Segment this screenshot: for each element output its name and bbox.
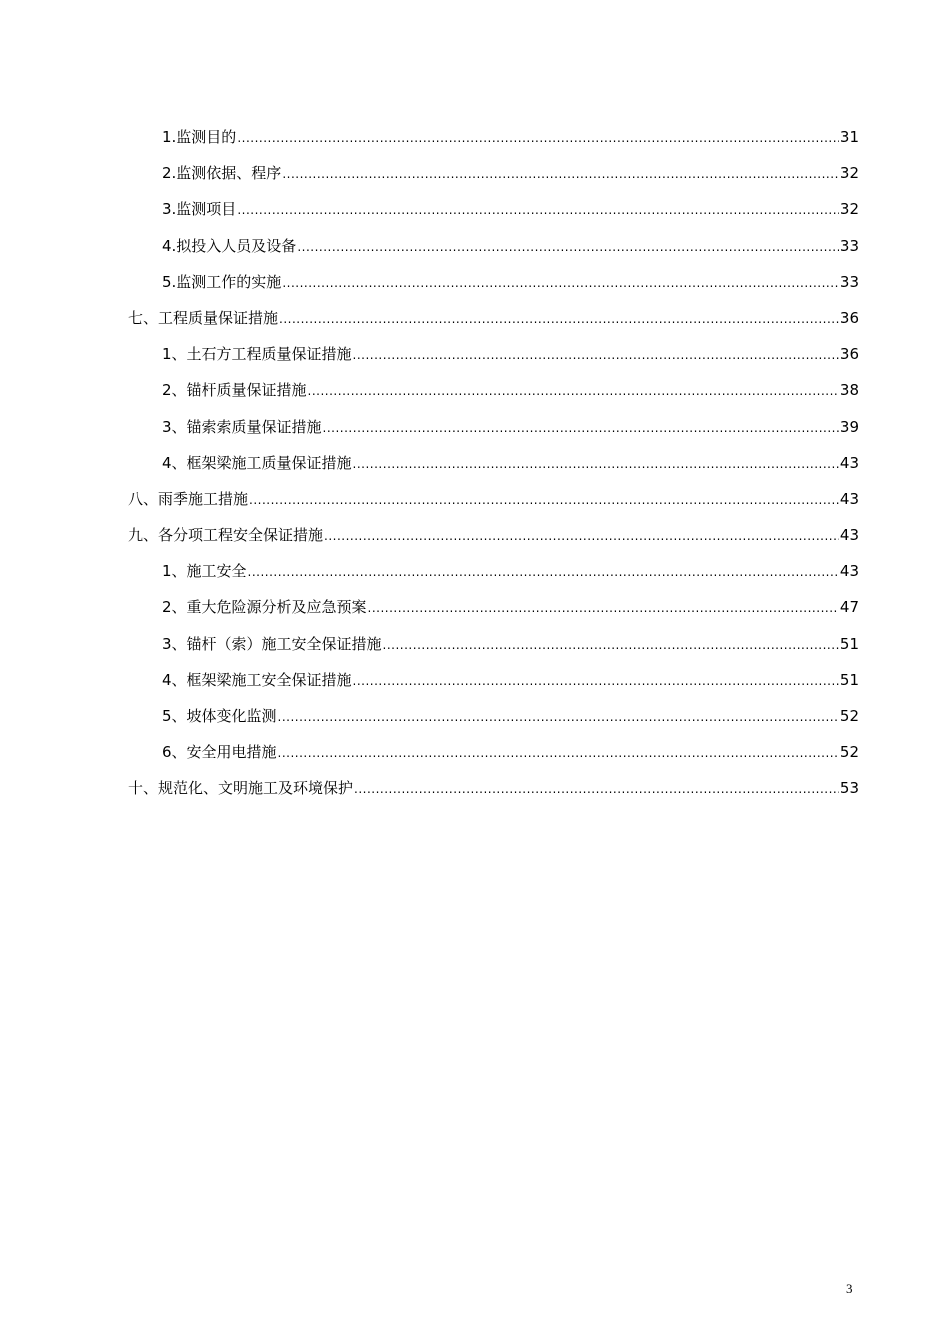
toc-entry-page: 32 [839,200,859,219]
toc-leader-dots [323,410,839,446]
toc-leader-dots [308,373,839,409]
toc-entry[interactable] [162,662,859,698]
toc-entry-title: 3、锚索索质量保证措施 [162,417,322,436]
toc-leader-dots [353,337,839,373]
toc-entry[interactable] [162,626,859,662]
toc-leader-dots [282,156,839,192]
toc-entry-page: 36 [839,345,859,364]
toc-entry-page: 33 [839,272,859,291]
toc-entry-page: 39 [839,417,859,436]
toc-entry-title: 3.监测项目 [162,200,237,219]
toc-entry[interactable] [162,372,859,408]
toc-entry-title: 七、工程质量保证措施 [128,308,279,327]
toc-entry-title: 2.监测依据、程序 [162,164,282,183]
toc-entry-page: 43 [839,526,859,545]
toc-entry-page: 38 [839,381,859,400]
toc-entry[interactable] [162,698,859,734]
toc-leader-dots [353,446,839,482]
toc-entry[interactable] [128,481,859,517]
toc-entry[interactable] [162,589,859,625]
page-number: 3 [846,1281,853,1296]
toc-leader-dots [279,301,839,337]
toc-leader-dots [324,518,839,554]
toc-entry-title: 5、坡体变化监测 [162,707,277,725]
toc-entry-page: 43 [839,489,859,508]
toc-entry[interactable] [162,553,859,589]
toc-entry-page: 53 [839,779,859,798]
toc-entry-title: 6、安全用电措施 [162,743,277,762]
toc-leader-dots [237,120,839,156]
toc-entry-title: 4.拟投入人员及设备 [162,236,297,255]
toc-entry-page: 36 [839,308,859,327]
toc-entry-page: 43 [839,453,859,472]
toc-leader-dots [248,554,839,590]
toc-entry-page: 52 [839,743,859,762]
toc-entry-page: 47 [839,598,859,617]
toc-entry-title: 1、施工安全 [162,562,247,581]
toc-entry-page: 33 [839,236,859,255]
toc-leader-dots [353,663,839,699]
toc-leader-dots [278,735,839,771]
toc-entry-title: 4、框架梁施工安全保证措施 [162,670,352,689]
toc-entry-title: 2、重大危险源分析及应急预案 [162,598,367,617]
toc-entry-title: 3、锚杆（索）施工安全保证措施 [162,634,382,653]
toc-leader-dots [282,265,839,301]
toc-entry-page: 51 [839,670,859,689]
toc-entry[interactable] [162,155,859,191]
toc-entry[interactable] [162,228,859,264]
toc-entry[interactable] [162,734,859,770]
toc-entry-title: 十、规范化、文明施工及环境保护 [128,779,354,798]
toc-entry-page: 52 [839,707,859,725]
toc-entry[interactable] [128,770,859,806]
toc-leader-dots [368,590,839,626]
toc-entry-page: 32 [839,164,859,183]
toc-entry-title: 1、土石方工程质量保证措施 [162,345,352,364]
toc-entry-title: 5.监测工作的实施 [162,272,282,291]
toc-entry-page: 43 [839,562,859,581]
toc-entry-title: 2、锚杆质量保证措施 [162,381,307,400]
toc-entry-title: 1.监测目的 [162,128,237,146]
toc-leader-dots [237,192,839,228]
toc-entry-title: 4、框架梁施工质量保证措施 [162,453,352,472]
toc-entry[interactable] [128,300,859,336]
toc-entry-page: 31 [839,128,859,146]
toc-entry[interactable] [162,336,859,372]
toc-entry-title: 九、各分项工程安全保证措施 [128,526,324,545]
toc-leader-dots [278,699,839,735]
toc-leader-dots [383,627,839,663]
toc-entry[interactable] [162,119,859,155]
toc-entry[interactable] [162,445,859,481]
toc-entry[interactable] [128,517,859,553]
toc-entry[interactable] [162,264,859,300]
toc-entry[interactable] [162,191,859,227]
toc-leader-dots [249,482,839,518]
toc-leader-dots [354,771,839,807]
toc-entry[interactable] [162,409,859,445]
table-of-contents [0,119,950,807]
toc-entry-page: 51 [839,634,859,653]
toc-leader-dots [297,229,839,265]
toc-entry-title: 八、雨季施工措施 [128,489,249,508]
